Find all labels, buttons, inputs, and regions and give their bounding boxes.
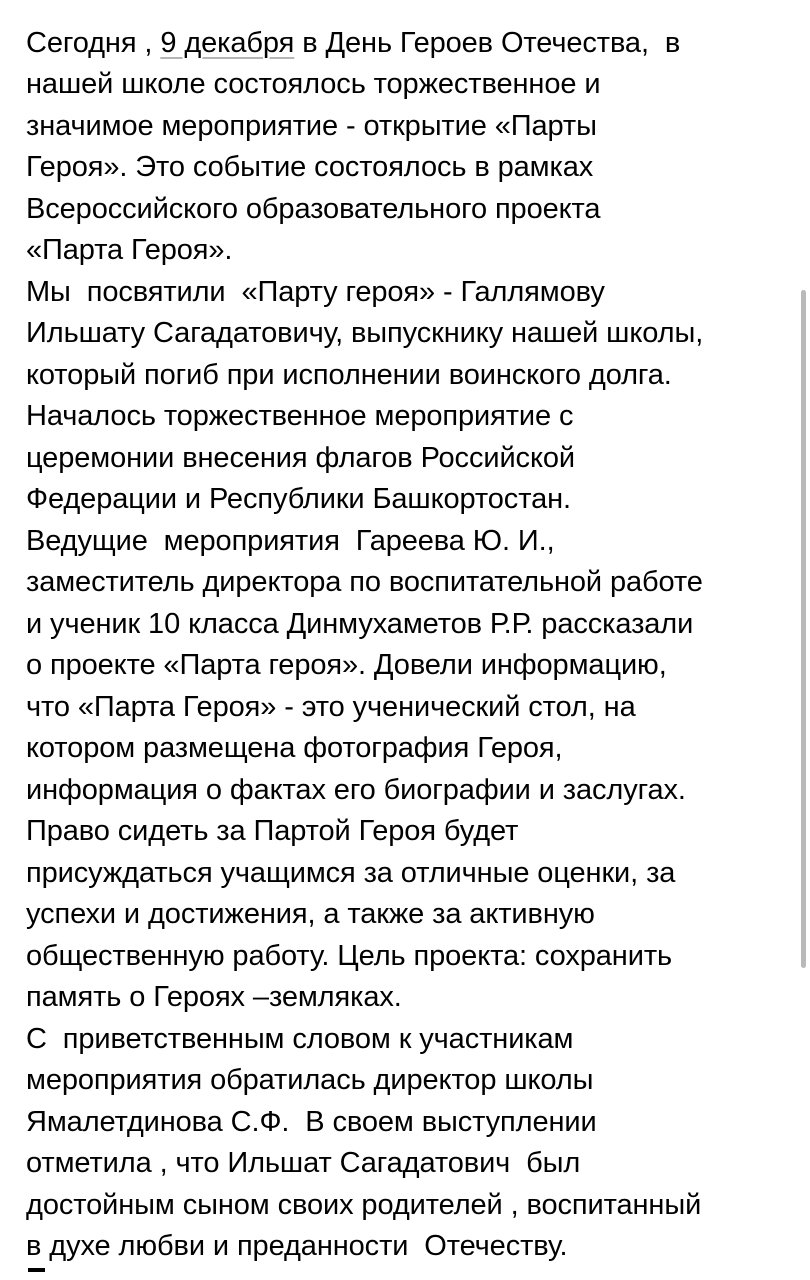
date-link[interactable]: 9 декабря <box>160 27 295 59</box>
article-line: успехи и достижения, а также за активную <box>26 898 595 930</box>
article-line: нашей школе состоялось торжественное и <box>26 68 601 100</box>
article-line: С приветственным словом к участникам <box>26 1023 574 1055</box>
article-line: Федерации и Республики Башкортостан. <box>26 483 571 515</box>
article-line: который погиб при исполнении воинского долга. <box>26 359 672 391</box>
article-line: информация о фактах его биографии и заслугах. <box>26 774 686 806</box>
article-line: Ильшату Сагадатовичу, выпускнику нашей школы, <box>26 317 704 349</box>
article-line: память о Героях –земляках. <box>26 981 402 1013</box>
article-line: общественную работу. Цель проекта: сохранить <box>26 940 673 972</box>
article-line: «Парта Героя». <box>26 234 233 266</box>
article-line: о проекте «Парта героя». Довели информацию, <box>26 649 667 681</box>
article-line: значимое мероприятие - открытие «Парты <box>26 110 597 142</box>
article-line: Всероссийского образовательного проекта <box>26 193 601 225</box>
article-line: Началось торжественное мероприятие с <box>26 400 574 432</box>
article-line: котором размещена фотография Героя, <box>26 732 563 764</box>
article-line: присуждаться учащимся за отличные оценки, за <box>26 857 676 889</box>
article-line: в духе любви и преданности Отечеству. <box>26 1230 568 1262</box>
article-line: что «Парта Героя» - это ученический стол, на <box>26 691 636 723</box>
article-line: Ведущие мероприятия Гареева Ю. И., <box>26 525 555 557</box>
article-line: и ученик 10 класса Динмухаметов Р.Р. рассказали <box>26 608 694 640</box>
article-line: заместитель директора по воспитательной работе <box>26 566 703 598</box>
cut-off-next-line <box>28 1268 45 1272</box>
article-line <box>26 23 680 63</box>
article-line: Ямалетдинова С.Ф. В своем выступлении <box>26 1106 597 1138</box>
line-text: Сегодня , <box>26 27 161 59</box>
vertical-scrollbar[interactable] <box>801 290 806 968</box>
article-line: мероприятия обратилась директор школы <box>26 1064 594 1096</box>
article-line: отметила , что Ильшат Сагадатович был <box>26 1147 581 1179</box>
article-line: Героя». Это событие состоялось в рамках <box>26 151 594 183</box>
article-line: церемонии внесения флагов Российской <box>26 442 576 474</box>
article-line: достойным сыном своих родителей , воспитанный <box>26 1189 702 1221</box>
line-text: в День Героев Отечества, в <box>294 27 681 59</box>
article-line: Право сидеть за Партой Героя будет <box>26 815 519 847</box>
article-line: Мы посвятили «Парту героя» - Галлямову <box>26 276 605 308</box>
